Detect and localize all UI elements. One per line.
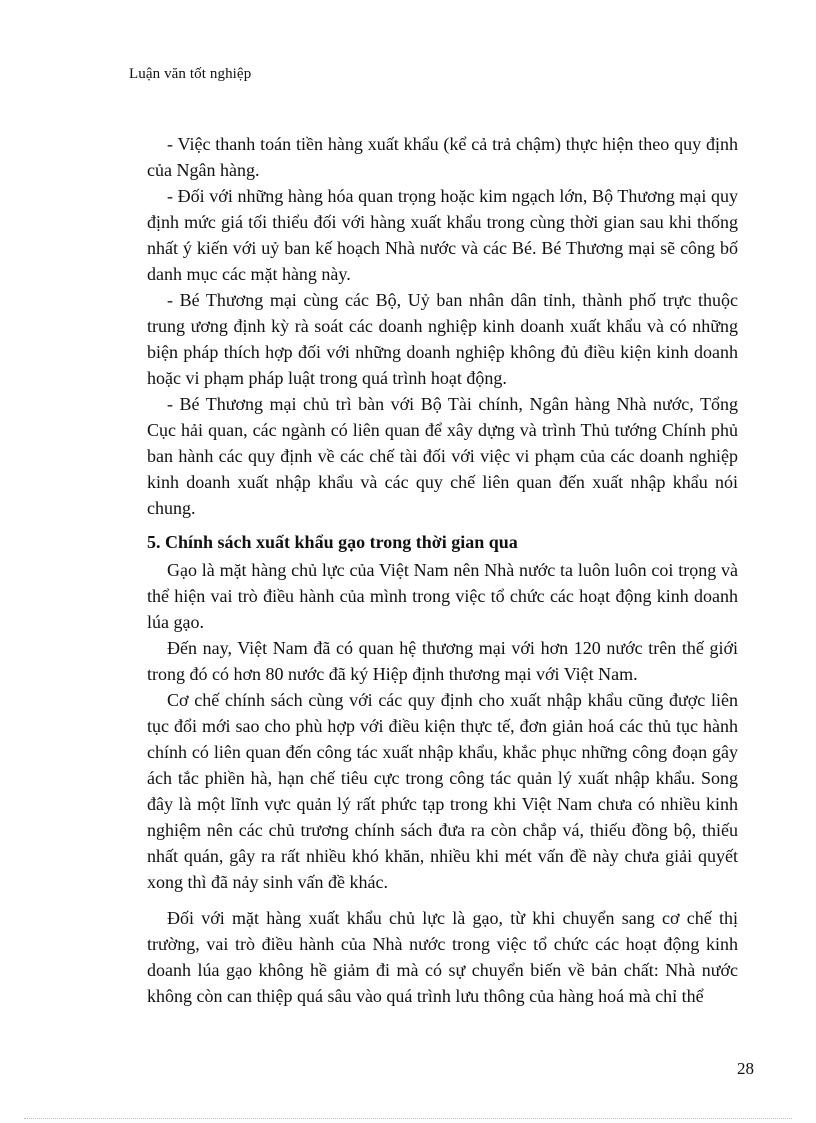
paragraph-review-enterprises: - Bé Thương mại cùng các Bộ, Uỷ ban nhân dân tỉnh, thành phố trực thuộc trung ương định kỳ rà soát các doanh nghiệp kinh doanh xuất khẩu và có những biện pháp thích hợp đối với những doanh nghiệp không đủ điều kiện kinh doanh hoặc vi phạm pháp luật trong quá trình hoạt động.	[147, 290, 738, 388]
body-text	[147, 131, 738, 1009]
paragraph-minimum-price: - Đối với những hàng hóa quan trọng hoặc kim ngạch lớn, Bộ Thương mại quy định mức giá tối thiểu đối với hàng xuất khẩu trong cùng thời gian sau khi thống nhất ý kiến với uỷ ban kế hoạch Nhà nước và các Bé. Bé Thương mại sẽ công bố danh mục các mặt hàng này.	[147, 186, 738, 284]
paragraph-trade-relations: Đến nay, Việt Nam đã có quan hệ thương mại với hơn 120 nước trên thế giới trong đó có hơn 80 nước đã ký Hiệp định thương mại với Việt Nam.	[147, 638, 738, 684]
paragraph-sanctions: - Bé Thương mại chủ trì bàn với Bộ Tài chính, Ngân hàng Nhà nước, Tổng Cục hải quan, các ngành có liên quan để xây dựng và trình Thủ tướng Chính phủ ban hành các quy định về các chế tài đối với việc vi phạm của các doanh nghiệp kinh doanh xuất nhập khẩu và các quy chế liên quan đến xuất nhập khẩu nói chung.	[147, 394, 738, 518]
paragraph-market-mechanism: Đối với mặt hàng xuất khẩu chủ lực là gạo, từ khi chuyển sang cơ chế thị trường, vai trò điều hành của Nhà nước trong việc tổ chức các hoạt động kinh doanh lúa gạo không hề giảm đi mà có sự chuyển biến về bản chất: Nhà nước không còn can thiệp quá sâu vào quá trình lưu thông của hàng hoá mà chỉ thể	[147, 908, 738, 1006]
page-number: 28	[737, 1059, 754, 1078]
paragraph-rice-key-product: Gạo là mặt hàng chủ lực của Việt Nam nên Nhà nước ta luôn luôn coi trọng và thể hiện vai trò điều hành của mình trong việc tổ chức các hoạt động kinh doanh lúa gạo.	[147, 560, 738, 632]
running-header: Luận văn tốt nghiệp	[129, 66, 252, 82]
footer-divider	[24, 1118, 792, 1119]
paragraph-policy-mechanism: Cơ chế chính sách cùng với các quy định cho xuất nhập khẩu cũng được liên tục đổi mới sao cho phù hợp với điều kiện thực tế, đơn giản hoá các thủ tục hành chính có liên quan đến công tác xuất nhập khẩu, khắc phục những công đoạn gây ách tắc phiền hà, hạn chế tiêu cực trong công tác quản lý xuất nhập khẩu. Song đây là một lĩnh vực quản lý rất phức tạp trong khi Việt Nam chưa có nhiều kinh nghiệm nên các chủ trương chính sách đưa ra còn chắp vá, thiếu đồng bộ, thiếu nhất quán, gây ra rất nhiều khó khăn, nhiều khi mét vấn đề này chưa giải quyết xong thì đã nảy sinh vấn đề khác.	[147, 690, 738, 892]
paragraph-payment: - Việc thanh toán tiền hàng xuất khẩu (kể cả trả chậm) thực hiện theo quy định của Ngân hàng.	[147, 134, 738, 180]
section-heading: 5. Chính sách xuất khẩu gạo trong thời gian qua	[147, 532, 518, 552]
